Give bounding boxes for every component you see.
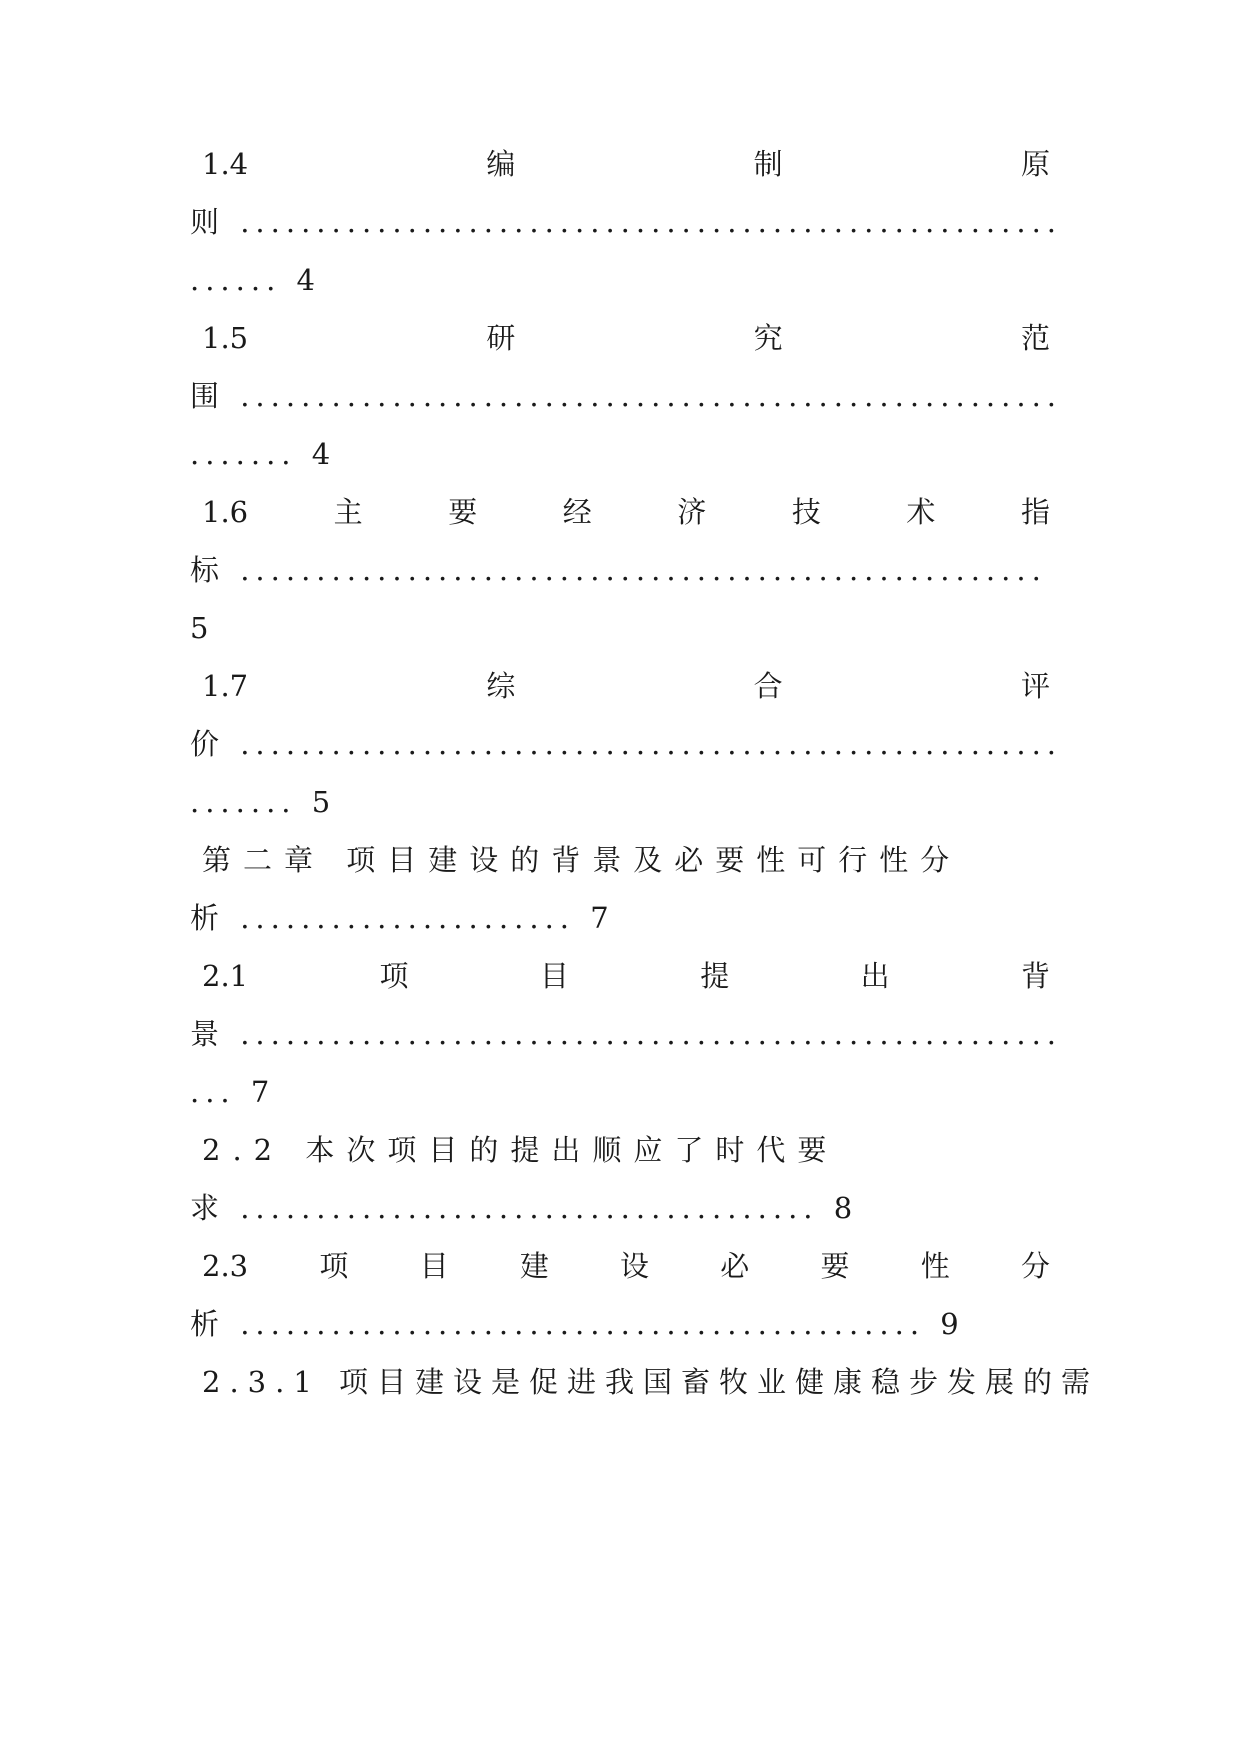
- toc-word: 经: [562, 495, 592, 529]
- toc-word: 项: [379, 959, 409, 993]
- toc-leader: 则 ......................................................: [190, 205, 1063, 239]
- toc-word: 建: [519, 1249, 549, 1283]
- toc-entry-2-2: 2.2 本次项目的提出顺应了时代要: [202, 1133, 839, 1167]
- toc-word: 济: [677, 495, 707, 529]
- toc-page-number: ....... 4: [190, 437, 337, 471]
- toc-word: 术: [906, 495, 936, 529]
- toc-number: 2.3: [202, 1249, 249, 1283]
- toc-word: 合: [753, 669, 783, 703]
- toc-word: 背: [1020, 959, 1050, 993]
- toc-entry-2-3-1: 2.3.1 项目建设是促进我国畜牧业健康稳步发展的需: [202, 1365, 1100, 1399]
- toc-page-number: ....... 5: [190, 785, 337, 819]
- toc-page-number: ... 7: [190, 1075, 276, 1109]
- toc-number: 1.6: [202, 495, 249, 529]
- toc-number: 1.4: [202, 147, 249, 181]
- toc-word: 必: [720, 1249, 750, 1283]
- toc-word: 技: [791, 495, 821, 529]
- toc-leader: 价 ......................................................: [190, 727, 1063, 761]
- toc-word: 设: [620, 1249, 650, 1283]
- toc-word: 指: [1020, 495, 1050, 529]
- toc-word: 要: [448, 495, 478, 529]
- toc-chapter-2-heading: 第二章 项目建设的背景及必要性可行性分: [202, 843, 962, 877]
- toc-word: 编: [486, 147, 516, 181]
- toc-entry-2-3: [190, 1244, 1050, 1288]
- toc-entry-1-6: [190, 490, 1050, 534]
- toc-word: 主: [333, 495, 363, 529]
- toc-number: 1.7: [202, 669, 249, 703]
- toc-leader: 析 ...................... 7: [190, 901, 615, 935]
- toc-entry-2-1: [190, 954, 1050, 998]
- toc-leader: 析 ............................................. 9: [190, 1307, 965, 1341]
- toc-number: 1.5: [202, 321, 249, 355]
- toc-word: 出: [860, 959, 890, 993]
- toc-leader: 景 ......................................................: [190, 1017, 1063, 1051]
- toc-word: 项: [319, 1249, 349, 1283]
- toc-word: 究: [753, 321, 783, 355]
- toc-leader: 标 .....................................................: [190, 553, 1047, 587]
- toc-word: 综: [486, 669, 516, 703]
- toc-entry-1-7: [190, 664, 1050, 708]
- toc-word: 制: [753, 147, 783, 181]
- toc-word: 研: [486, 321, 516, 355]
- toc-page-number: 5: [190, 611, 209, 645]
- toc-entry-1-5: [190, 316, 1050, 360]
- toc-word: 原: [1020, 147, 1050, 181]
- toc-page-number: ...... 4: [190, 263, 321, 297]
- toc-word: 提: [700, 959, 730, 993]
- toc-word: 性: [920, 1249, 950, 1283]
- toc-word: 要: [820, 1249, 850, 1283]
- toc-word: 目: [539, 959, 569, 993]
- toc-entry-1-4: [190, 142, 1050, 186]
- toc-word: 范: [1020, 321, 1050, 355]
- toc-word: 目: [419, 1249, 449, 1283]
- toc-word: 评: [1020, 669, 1050, 703]
- toc-number: 2.1: [202, 959, 249, 993]
- toc-leader: 围 ......................................................: [190, 379, 1063, 413]
- toc-word: 分: [1020, 1249, 1050, 1283]
- toc-leader: 求 ...................................... 8: [190, 1191, 859, 1225]
